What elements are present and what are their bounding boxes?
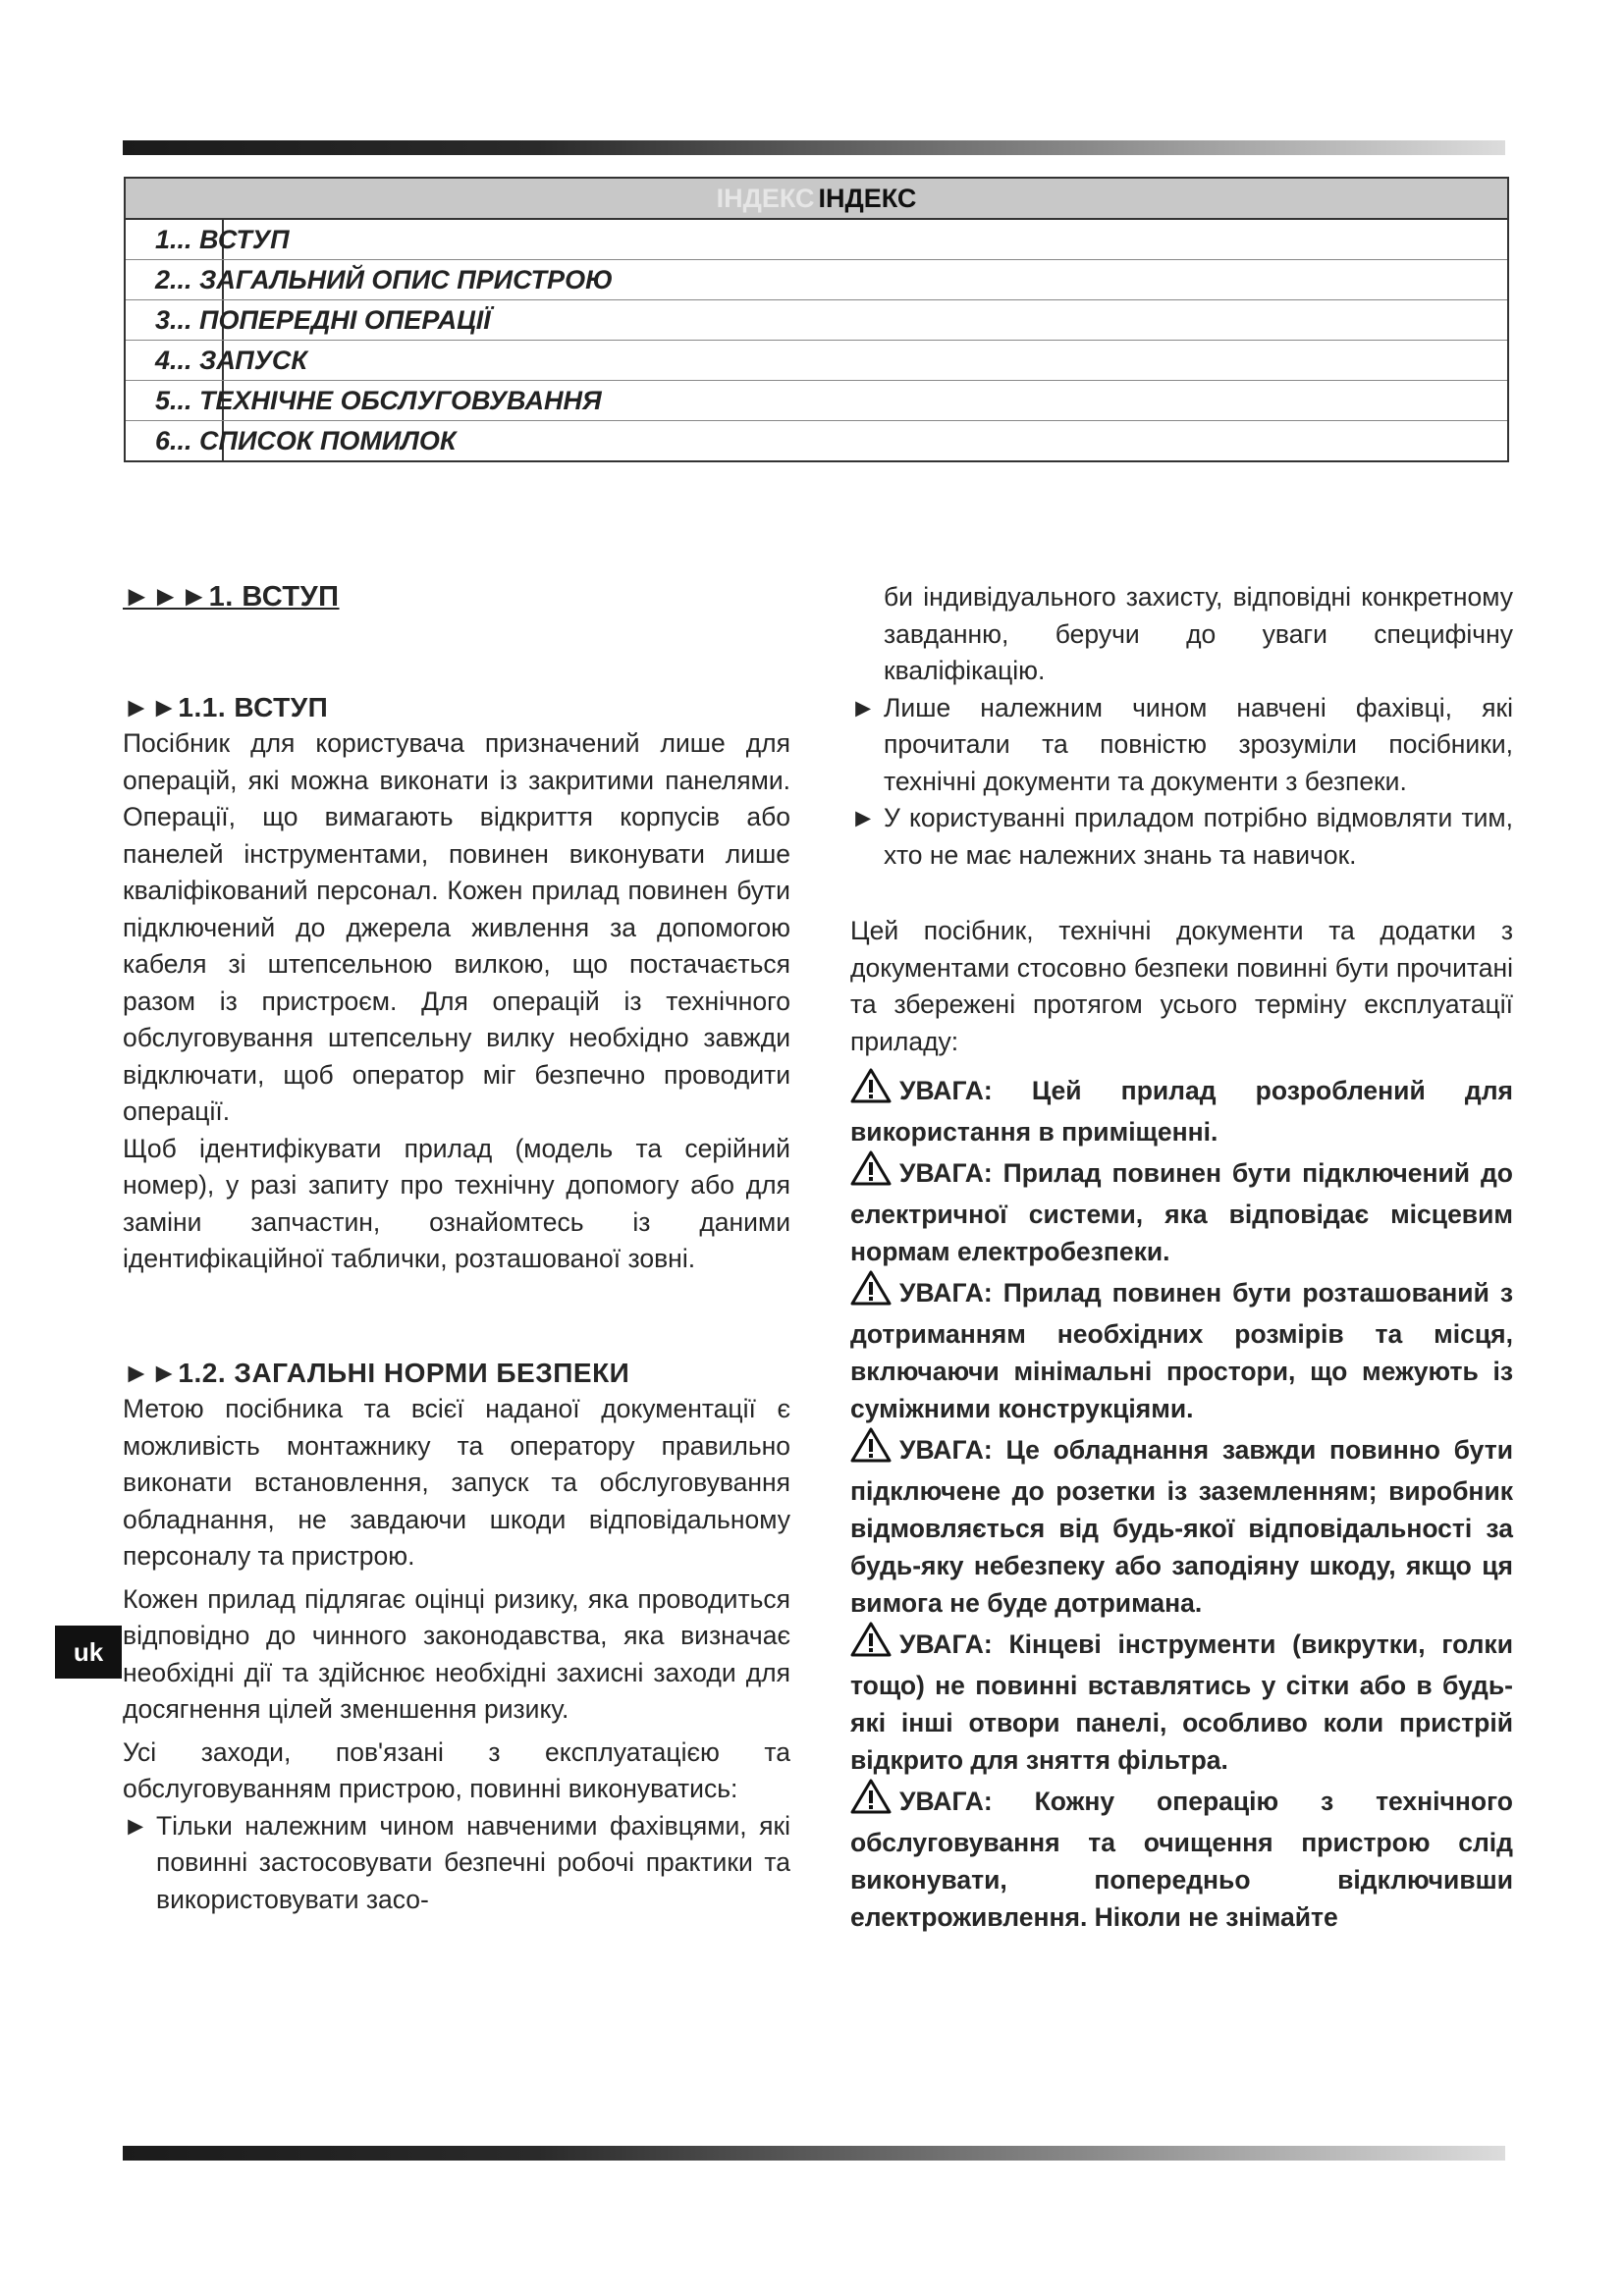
warning-2: УВАГА: Прилад повинен бути підключений до електричної системи, яка відповідає місцевим нормам електробезпеки. — [850, 1150, 1513, 1270]
index-item-2[interactable]: 2... ЗАГАЛЬНИЙ ОПИС ПРИСТРОЮ — [126, 260, 1507, 300]
bullet-marker: ► — [850, 692, 877, 722]
right-column — [850, 579, 1513, 1936]
section-1-1-heading: ►►1.1. ВСТУП — [123, 691, 329, 722]
bottom-rule — [123, 2146, 1505, 2161]
index-title-ghost: ІНДЕКС — [716, 184, 815, 213]
warning-triangle-icon — [850, 1622, 892, 1667]
warning-triangle-icon — [850, 1779, 892, 1824]
section-1-1-paragraph-1: Посібник для користувача призначений лише для операцій, які можна виконати із закритими панелями. Операції, що вимагають відкриття корпусів або панелей інструментами, повинен виконувати лише кваліфікований персонал. Кожен прилад повинен бути підключений до джерела живлення за допомогою кабеля зі штепсельною вилкою, що постачається разом із пристроєм. Для операцій із технічного обслуговування штепсельну вилку необхідно завжди відключати, щоб оператор міг безпечно проводити операції. — [123, 728, 790, 1126]
warning-1: УВАГА: Цей прилад розроблений для використання в приміщенні. — [850, 1068, 1513, 1150]
bullet-item-1: ► Тільки належним чином навченими фахівцями, які повинні застосовувати безпечні робочі практики та використовувати засо- — [123, 1808, 790, 1919]
index-item-1[interactable]: 1... ВСТУП — [126, 220, 1507, 260]
section-1-2-heading: ►►1.2. ЗАГАЛЬНІ НОРМИ БЕЗПЕКИ — [123, 1357, 630, 1388]
index-header — [126, 179, 1507, 220]
index-item-3[interactable]: 3... ПОПЕРЕДНІ ОПЕРАЦІЇ — [126, 300, 1507, 341]
documents-paragraph: Цей посібник, технічні документи та додатки з документами стосовно безпеки повинні бути прочитані та збережені протягом усього терміну експлуатації приладу: — [850, 916, 1513, 1056]
index-title: ІНДЕКС — [818, 184, 917, 213]
warning-4: УВАГА: Це обладнання завжди повинно бути підключене до розетки із заземленням; виробник відмовляється від будь-якої відповідальності за будь-яку небезпеку або заподіяну шкоду, якщо ця вимога не буде дотримана. — [850, 1427, 1513, 1622]
bullet-item-2: ► Лише належним чином навчені фахівці, які прочитали та повністю зрозуміли посібники, технічні документи та документи з безпеки. — [850, 690, 1513, 801]
index-item-4[interactable]: 4... ЗАПУСК — [126, 341, 1507, 381]
index-item-6[interactable]: 6... СПИСОК ПОМИЛОК — [155, 426, 457, 455]
warning-triangle-icon — [850, 1068, 892, 1113]
section-1-1-paragraph-2: Щоб ідентифікувати прилад (модель та серійний номер), у разі запиту про технічну допомогу або для заміни запчастин, ознайомтесь із даними ідентифікаційної таблички, розташованої зовні. — [123, 1133, 790, 1273]
section-1-2-paragraph-2: Кожен прилад підлягає оцінці ризику, яка проводиться відповідно до чинного законодавства, яка визначає необхідні дії та здійснює необхідні захисні заходи для досягнення цілей зменшення ризику. — [123, 1583, 790, 1724]
top-rule — [123, 140, 1505, 155]
warning-3: УВАГА: Прилад повинен бути розташований з дотриманням необхідних розмірів та місця, включаючи мінімальні простори, що межують із суміжними конструкціями. — [850, 1270, 1513, 1427]
warning-triangle-icon — [850, 1150, 892, 1196]
index-item-5[interactable]: 5... ТЕХНІЧНЕ ОБСЛУГОВУВАННЯ — [126, 381, 1507, 421]
warning-5: УВАГА: Кінцеві інструменти (викрутки, голки тощо) не повинні вставлятись у сітки або в будь-які інші отвори панелі, особливо коли пристрій відкрито для зняття фільтра. — [850, 1622, 1513, 1779]
bullet-marker: ► — [123, 1810, 149, 1841]
bullet-item-3: ► У користуванні приладом потрібно відмовляти тим, хто не має належних знань та навичок. — [850, 800, 1513, 874]
section-1-heading: ►►►1. ВСТУП — [123, 581, 340, 613]
index-table — [124, 177, 1509, 462]
language-tab: uk — [55, 1626, 122, 1679]
left-column — [123, 579, 790, 1918]
warning-6: УВАГА: Кожну операцію з технічного обслуговування та очищення пристрою слід виконувати, попередньо відключивши електроживлення. Ніколи не знімайте — [850, 1779, 1513, 1936]
bullet-marker: ► — [850, 803, 877, 832]
section-1-2-paragraph-1: Метою посібника та всієї наданої документації є можливість монтажнику та оператору правильно виконати встановлення, запуск та обслуговування обладнання, не завдаючи шкоди відповідальному персоналу та пристрою. — [123, 1394, 790, 1571]
warning-triangle-icon — [850, 1427, 892, 1472]
section-1-2-paragraph-3: Усі заходи, пов'язані з експлуатацією та обслуговуванням пристрою, повинні виконуватись: — [123, 1736, 790, 1803]
warning-triangle-icon — [850, 1270, 892, 1315]
bullet-item-1-continued: би індивідуального захисту, відповідні конкретному завданню, беручи до уваги специфічну кваліфікацію. — [884, 582, 1513, 685]
